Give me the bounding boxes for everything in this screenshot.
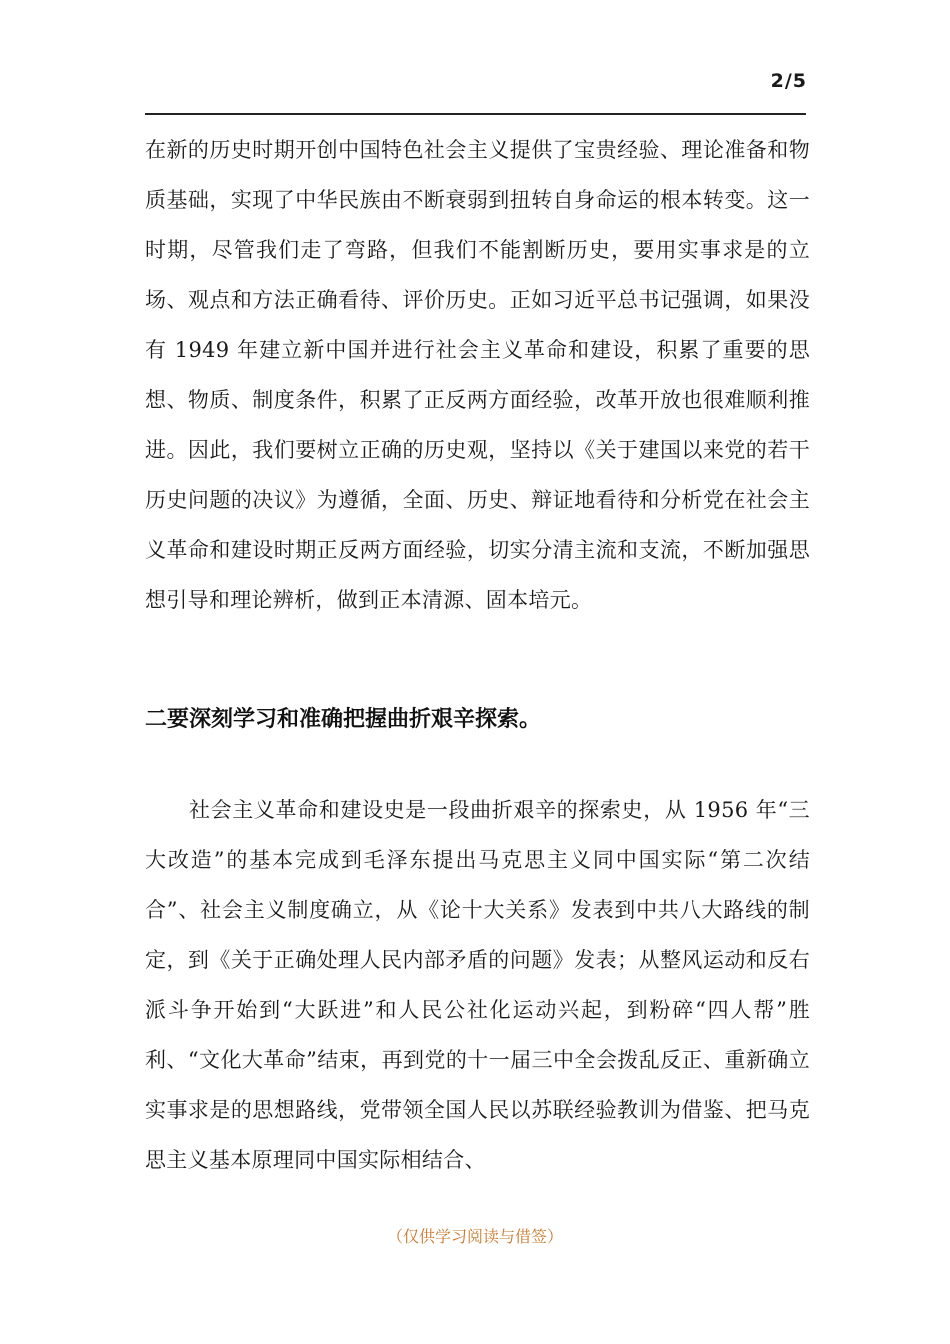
section-heading: 二要深刻学习和准确把握曲折艰辛探索。 [145,707,542,732]
body-paragraph-1: 在新的历史时期开创中国特色社会主义提供了宝贵经验、理论准备和物质基础，实现了中华民族由不断衰弱到扭转自身命运的根本转变。这一时期，尽管我们走了弯路，但我们不能割断历史，要用实事求是的立场、观点和方法正确看待、评价历史。正如习近平总书记强调，如果没有 1949 年建立新中国并进行社会主义革命和建设，积累了重要的思想、物质、制度条件，积累了正反两方面经验，改革开放也很难顺利推进。因此，我们要树立正确的历史观，坚持以《关于建国以来党的若干历史问题的决议》为遵循，全面、历史、辩证地看待和分析党在社会主义革命和建设时期正反两方面经验，切实分清主流和支流，不断加强思想引导和理论辨析，做到正本清源、固本培元。 [145,138,810,612]
header-rule [145,113,806,115]
footer-note: （仅供学习阅读与借签） [386,1227,563,1246]
page-number: 2/5 [770,70,807,92]
body-paragraph-2: 社会主义革命和建设史是一段曲折艰辛的探索史，从 1956 年“三大改造”的基本完成到毛泽东提出马克思主义同中国实际“第二次结合”、社会主义制度确立，从《论十大关系》发表到中共八大路线的制定，到《关于正确处理人民内部矛盾的问题》发表；从整风运动和反右派斗争开始到“大跃进”和人民公社化运动兴起，到粉碎“四人帮”胜利、“文化大革命”结束，再到党的十一届三中全会拨乱反正、重新确立实事求是的思想路线，党带领全国人民以苏联经验教训为借鉴、把马克思主义基本原理同中国实际相结合、 [145,798,810,1172]
